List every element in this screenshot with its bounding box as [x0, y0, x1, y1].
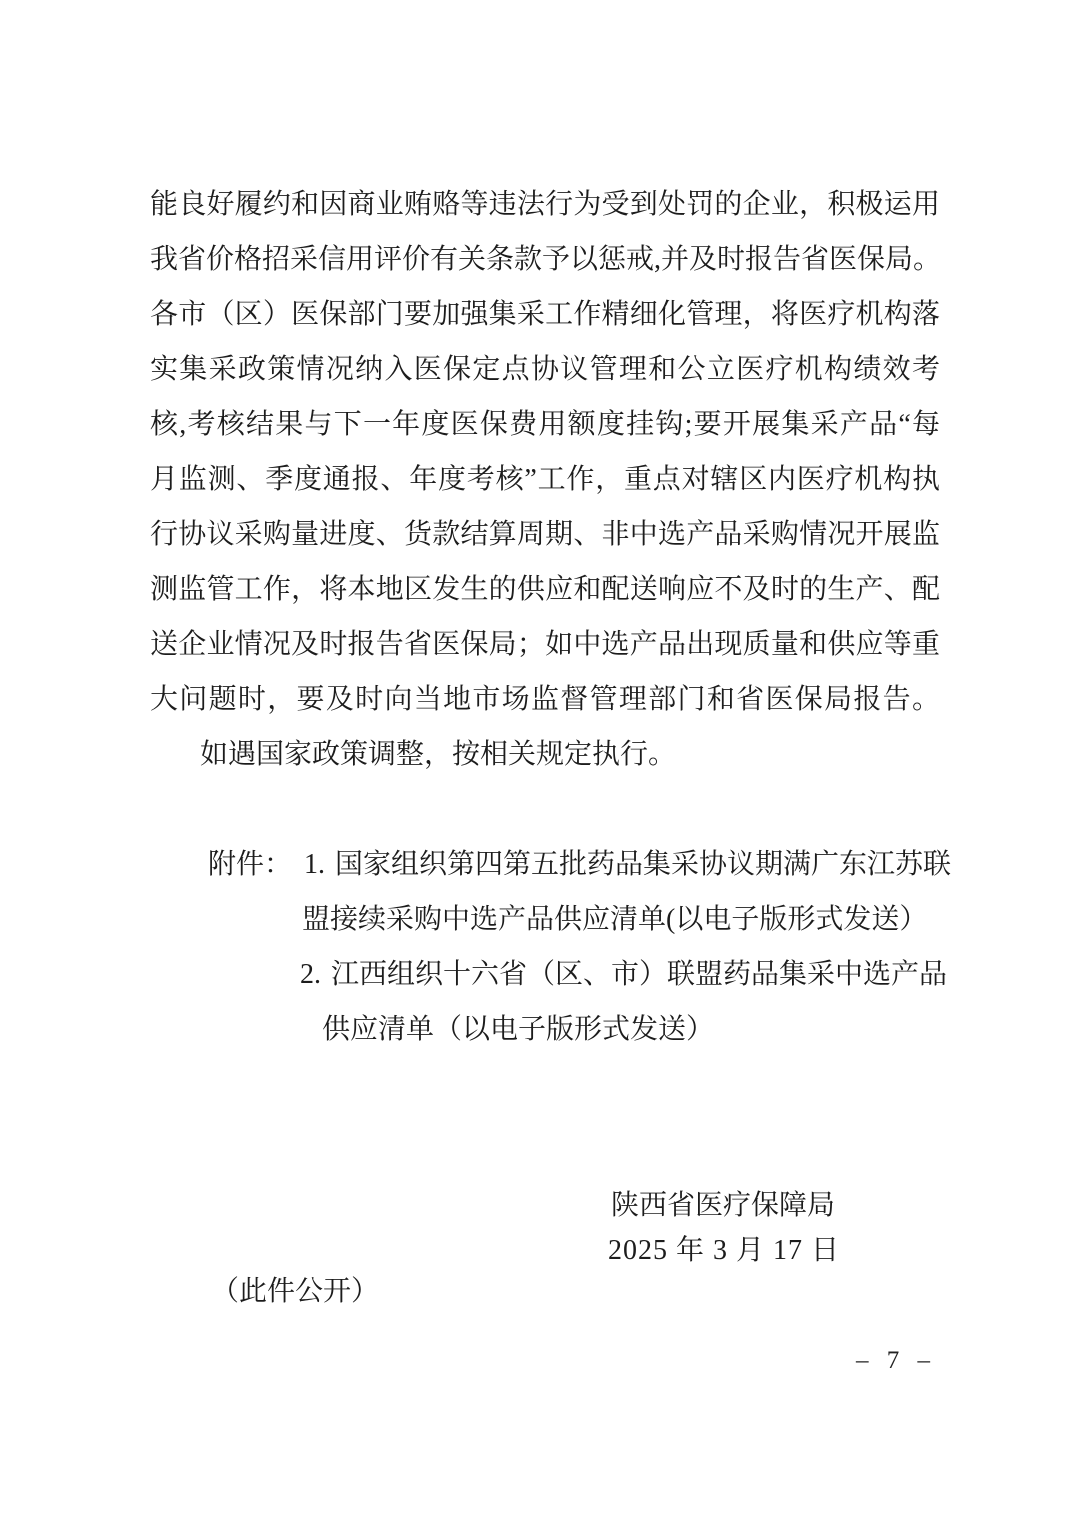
- attachment-1-title-part-2: 盟接续采购中选产品供应清单(以电子版形式发送）: [302, 904, 928, 935]
- paragraph-line: 测监管工作，将本地区发生的供应和配送响应不及时的生产、配: [150, 574, 940, 605]
- paragraph-line: 我省价格招采信用评价有关条款予以惩戒,并及时报告省医保局。: [150, 244, 942, 275]
- attachment-2-title-part-1: 江西组织十六省（区、市）联盟药品集采中选产品: [331, 959, 948, 990]
- paragraph-line: 能良好履约和因商业贿赂等违法行为受到处罚的企业，积极运用: [150, 189, 940, 220]
- paragraph-line: 月监测、季度通报、年度考核”工作，重点对辖区内医疗机构执: [150, 464, 940, 495]
- paragraph-line: 大问题时，要及时向当地市场监督管理部门和省医保局报告。: [150, 684, 940, 715]
- attachment-2-number: 2.: [300, 959, 321, 990]
- attachments-label: 附件：: [208, 849, 293, 880]
- paragraph-line: 各市（区）医保部门要加强集采工作精细化管理，将医疗机构落: [150, 299, 940, 330]
- attachment-item-1-line-1: [150, 837, 970, 892]
- issue-date: 2025 年 3 月 17 日: [608, 1235, 841, 1266]
- disclosure-note: （此件公开）: [211, 1276, 380, 1307]
- attachment-1-number: 1.: [304, 849, 326, 880]
- signature-block: [608, 1183, 841, 1273]
- closing-sentence: 如遇国家政策调整，按相关规定执行。: [200, 739, 677, 770]
- paragraph-line: 送企业情况及时报告省医保局；如中选产品出现质量和供应等重: [150, 629, 940, 660]
- attachment-1-title-part-1: 国家组织第四第五批药品集采协议期满广东江苏联: [335, 849, 952, 880]
- attachment-item-1-line-2: [150, 892, 970, 947]
- paragraph-line: 行协议采购量进度、货款结算周期、非中选产品采购情况开展监: [150, 519, 940, 550]
- attachment-item-2-line-1: [150, 947, 970, 1002]
- paragraph-line: 实集采政策情况纳入医保定点协议管理和公立医疗机构绩效考: [150, 354, 940, 385]
- issuing-authority: 陕西省医疗保障局: [610, 1190, 835, 1221]
- page-number: – 7 –: [856, 1347, 936, 1374]
- attachment-2-title-part-2: 供应清单（以电子版形式发送）: [322, 1014, 715, 1045]
- document-body: [150, 177, 940, 782]
- attachment-item-2-line-2: [150, 1002, 970, 1057]
- paragraph-line: 核,考核结果与下一年度医保费用额度挂钩;要开展集采产品“每: [150, 409, 940, 440]
- attachments-section: [150, 837, 970, 1057]
